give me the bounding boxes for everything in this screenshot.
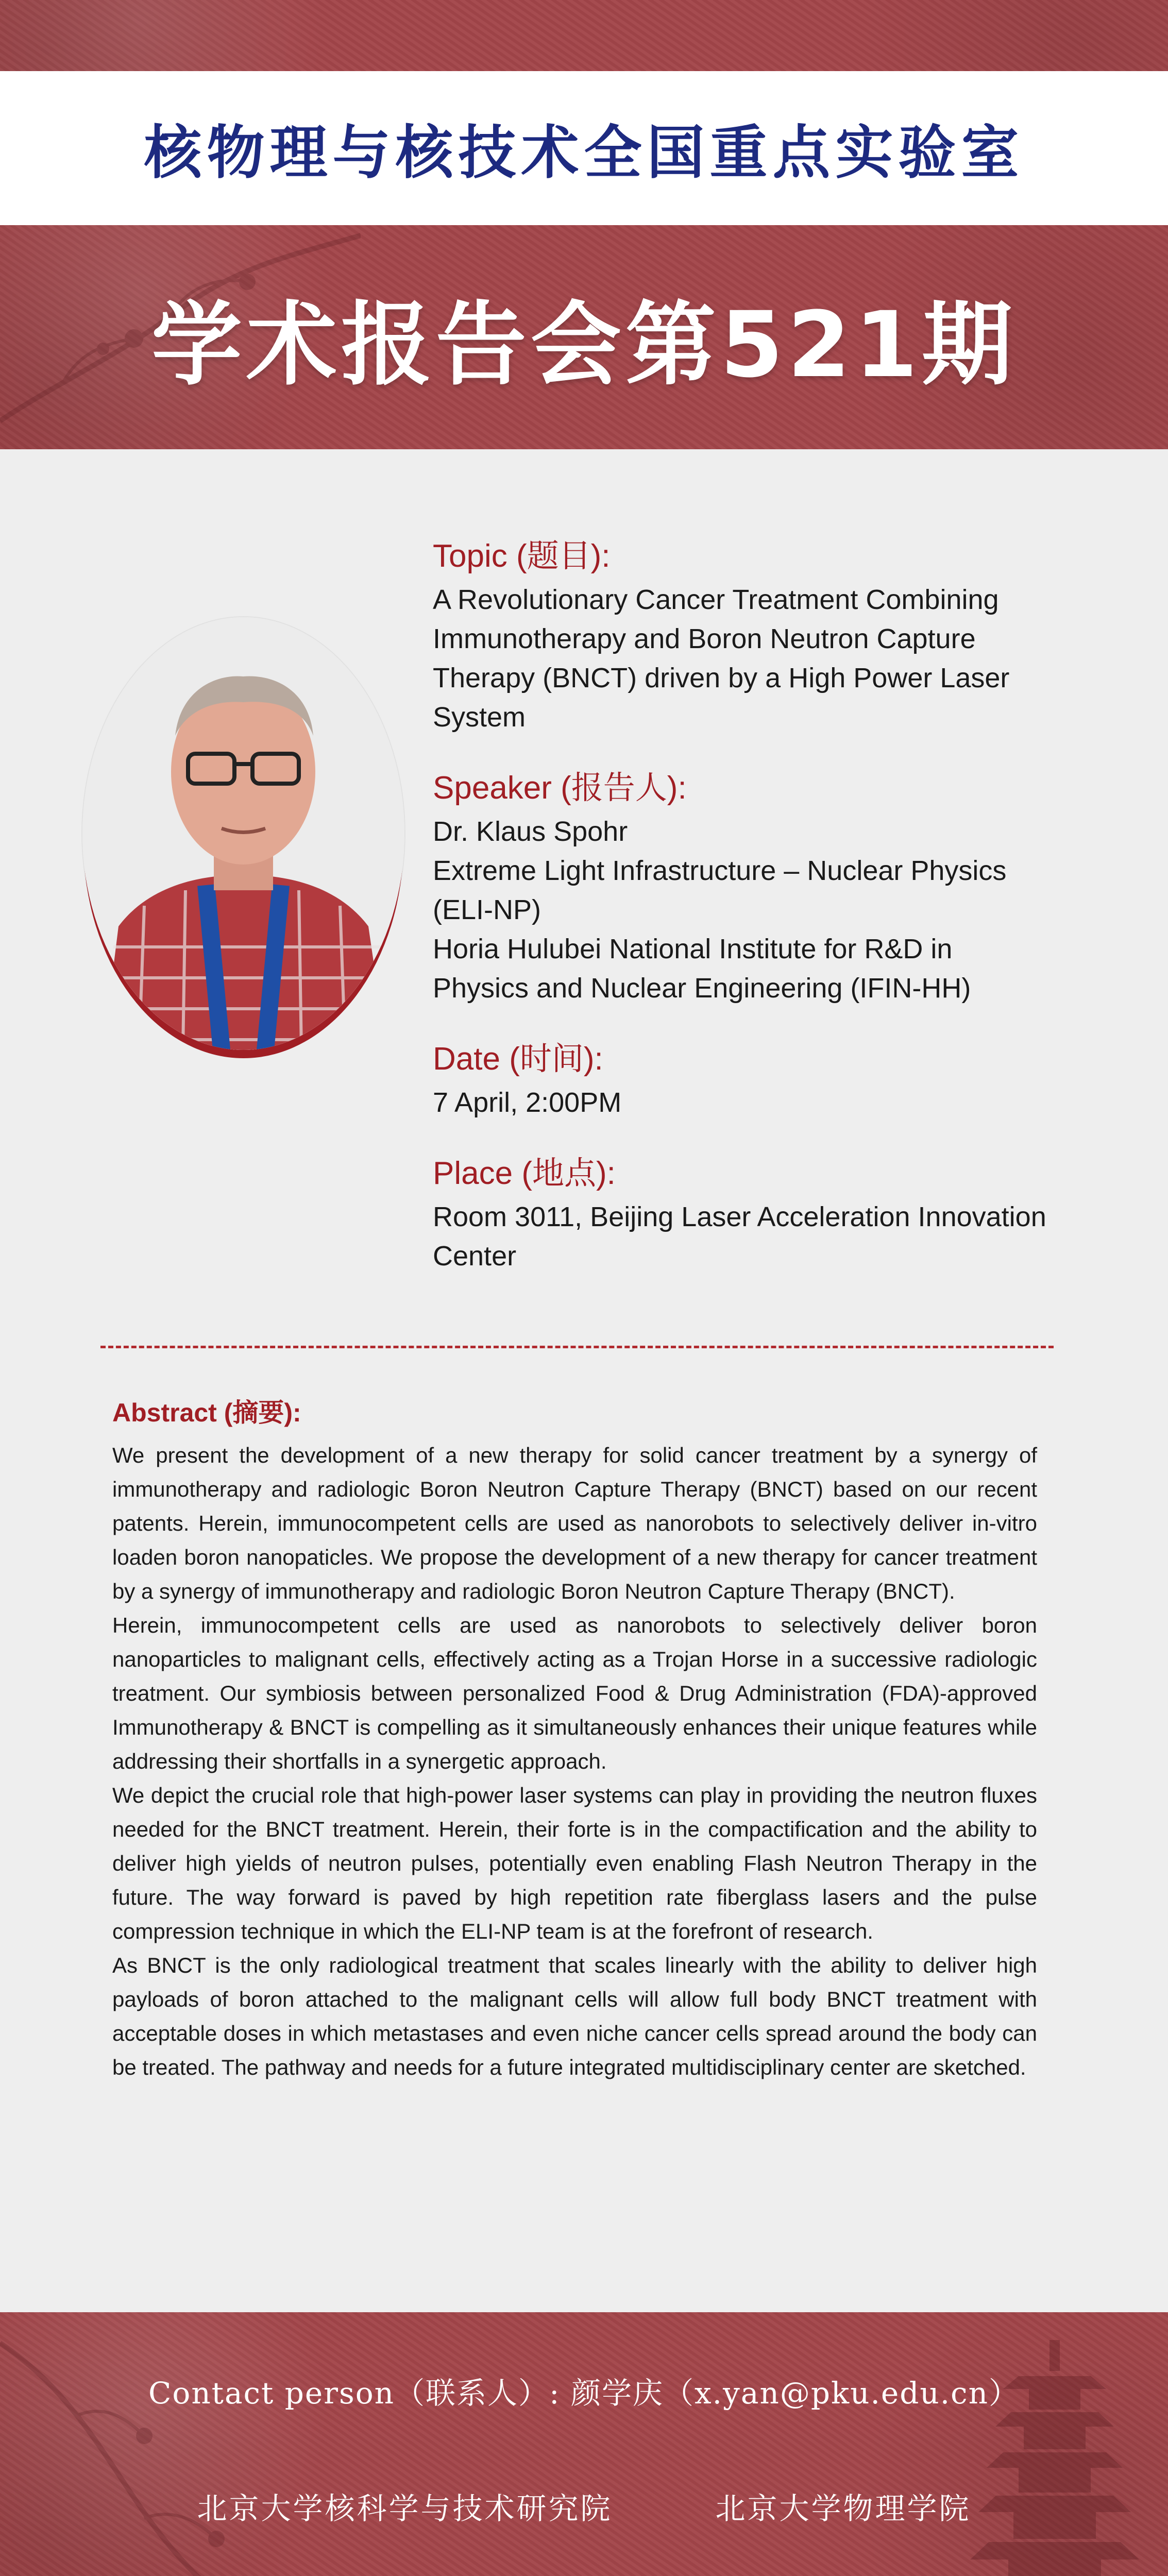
abstract-paragraph: Herein, immunocompetent cells are used as nanorobots to selectively deliver boron nanoparticles to malignant cells, effectively acting as a Trojan Horse in a successive radiologic treatment. Our symbiosis between personalized Food & Drug Administration (FDA)-approved Immunotherapy & BNCT is compelling as it simultaneously enhances their unique features while addressing their shortfalls in a synergetic approach.: [112, 1613, 1037, 1773]
series-title: 学术报告会第521期: [151, 292, 1017, 398]
institute-nuclear-science: 北京大学核科学与技术研究院: [197, 2491, 613, 2526]
institute-physics: 北京大学物理学院: [715, 2491, 971, 2526]
speaker-affiliation: Extreme Light Infrastructure – Nuclear Physics: [433, 855, 1007, 886]
speaker-affiliation: (ELI-NP): [433, 894, 541, 925]
topic-line: System: [433, 702, 526, 733]
institutes: [0, 2484, 1168, 2528]
contact-person: Contact person（联系人）: 颜学庆（x.yan@pku.edu.cn）: [148, 2376, 1020, 2411]
abstract-heading: Abstract (摘要):: [112, 1398, 301, 1427]
topic-label: Topic (题目):: [433, 538, 611, 574]
date-section: [433, 1039, 1072, 1122]
dashed-divider: [100, 1346, 1054, 1348]
speaker-affiliation: Physics and Nuclear Engineering (IFIN-HH): [433, 973, 971, 1004]
lab-name: 核物理与核技术全国重点实验室: [144, 119, 1024, 187]
place-line: Room 3011, Beijing Laser Acceleration Innovation: [433, 1201, 1046, 1232]
topic-section: [433, 536, 1072, 737]
speaker-portrait: [82, 617, 404, 1050]
place-section: [433, 1153, 1072, 1276]
abstract-section: [112, 1395, 1037, 2084]
abstract-paragraph: As BNCT is the only radiological treatment that scales linearly with the ability to deliver high payloads of boron attached to the malignant cells will allow full body BNCT treatment with acceptable doses in which metastases and even niche cancer cells spread around the body can be treated. The pathway and needs for a future integrated multidisciplinary center are sketched.: [112, 1953, 1037, 2079]
date-label: Date (时间):: [433, 1041, 603, 1077]
talk-info: [433, 536, 1072, 1307]
place-line: Center: [433, 1241, 517, 1272]
lab-banner: [0, 71, 1168, 225]
topic-line: Immunotherapy and Boron Neutron Capture: [433, 623, 976, 654]
branch-decoration-footer: [0, 2312, 289, 2576]
footer-band: [0, 2312, 1168, 2576]
speaker-label: Speaker (报告人):: [433, 770, 687, 806]
topic-line: A Revolutionary Cancer Treatment Combining: [433, 584, 999, 615]
date-value: 7 April, 2:00PM: [433, 1087, 622, 1118]
topic-line: Therapy (BNCT) driven by a High Power Laser: [433, 663, 1010, 693]
speaker-affiliation: Horia Hulubei National Institute for R&D in: [433, 934, 953, 964]
abstract-paragraph: We present the development of a new therapy for solid cancer treatment by a synergy of immunotherapy and radiologic Boron Neutron Capture Therapy (BNCT) based on our recent patents. Herein, immunocompetent cells are used as nanorobots to selectively deliver in-vitro loaden boron nanopaticles. We propose the development of a new therapy for cancer treatment by a synergy of immunotherapy and radiologic Boron Neutron Capture Therapy (BNCT).: [112, 1443, 1037, 1603]
speaker-section: [433, 768, 1072, 1008]
abstract-paragraph: We depict the crucial role that high-power laser systems can play in providing the neutron fluxes needed for the BNCT treatment. Herein, their forte is in the compactification and the ability to deliver high yields of neutron pulses, potentially even enabling Flash Neutron Therapy in the future. The way forward is paved by high repetition rate fiberglass lasers and the pulse compression technique in which the ELI-NP team is at the forefront of research.: [112, 1783, 1037, 1943]
speaker-name: Dr. Klaus Spohr: [433, 816, 628, 847]
speaker-photo-illustration: [82, 617, 404, 1050]
top-decorative-band: [0, 0, 1168, 71]
place-label: Place (地点):: [433, 1156, 616, 1191]
